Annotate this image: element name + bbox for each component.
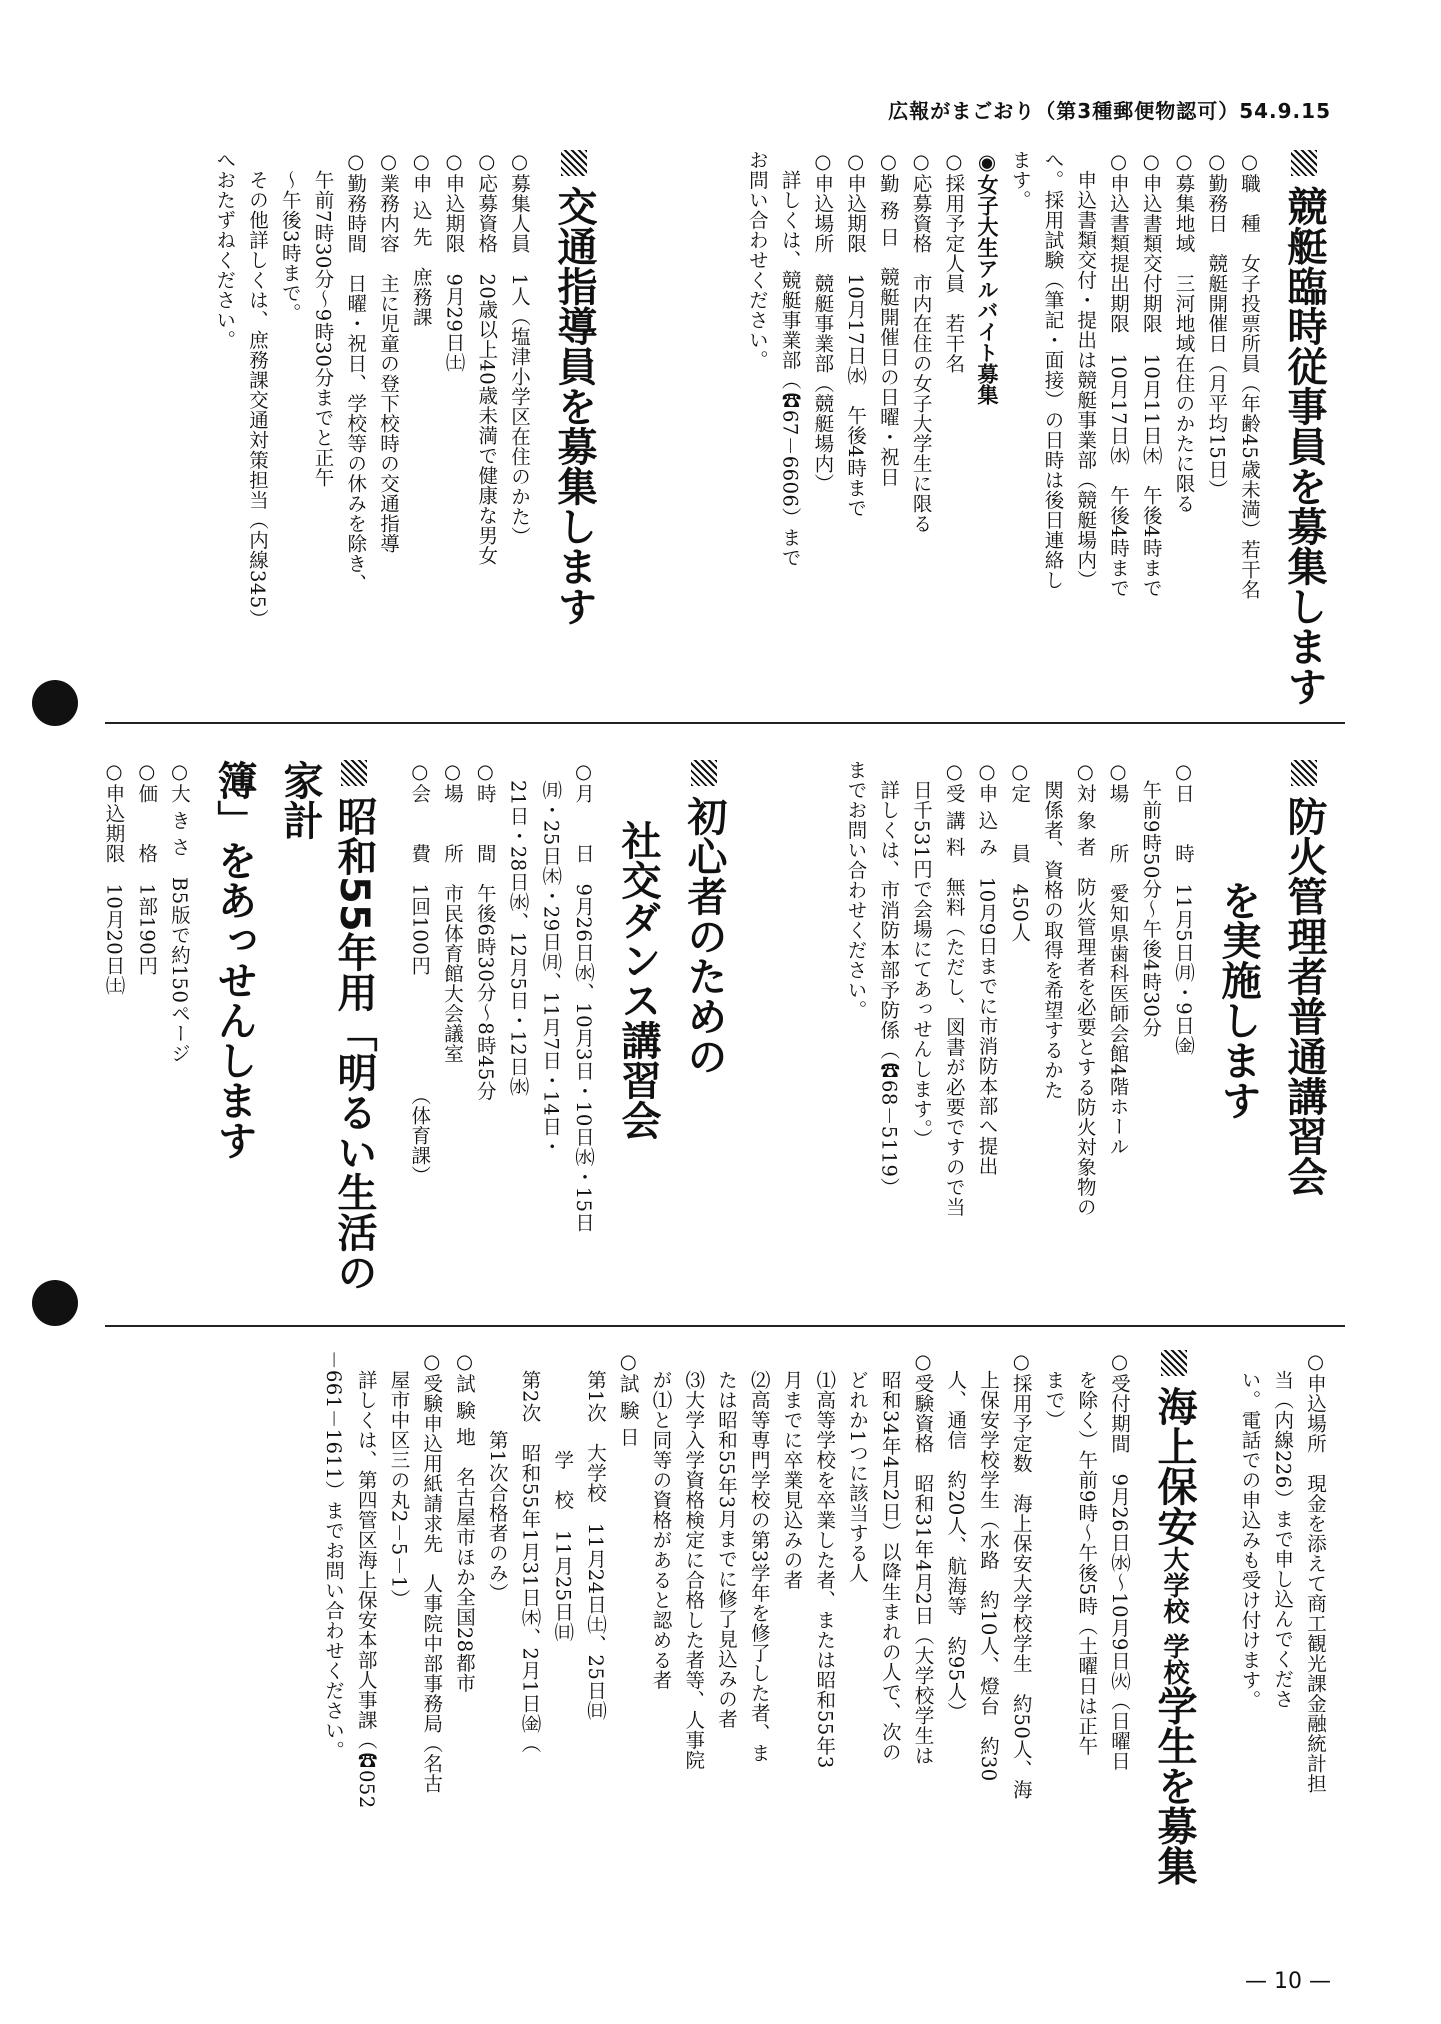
text-line: ○応募資格 市内在住の女子大学生に限る: [909, 150, 933, 534]
article-kyotei-recruitment: [611, 150, 1331, 710]
article-traffic-guide-recruitment: [131, 150, 601, 710]
text-line: へ。採用試験（筆記・面接）の日時は後日連絡し: [1041, 150, 1065, 590]
text-line: が⑴と同等の資格があると認める者: [649, 1350, 673, 1690]
text-line: 関係者、資格の取得を希望するかた: [1041, 760, 1064, 1100]
text-line: を除く）午前9時～午後5時（土曜日は正午: [1075, 1350, 1099, 1756]
text-line: ○場 所 愛知県歯科医師会館4階ホール: [1106, 760, 1130, 1157]
article-household-budget-book: [101, 760, 381, 1315]
text-line: へおたずねください。: [213, 150, 237, 350]
text-line: 午前7時30分～9時30分までと正午: [311, 150, 335, 488]
text-line: ○月 日 9月26日㈬、10月3日・10日㈬・15日: [572, 760, 595, 1233]
page-number: — 10 —: [1245, 1969, 1331, 1994]
page-header: 広報がまごおり（第3種郵便物認可）54.9.15: [888, 99, 1331, 123]
text-line: ○申込場所 競艇事業部（競艇場内）: [811, 150, 835, 494]
article-title: 昭和55年用「明るい生活の家計: [277, 760, 377, 1292]
text-line: ○大 き さ B5版で約150ページ: [168, 760, 191, 1064]
text-line: ○申 込 み 10月9日までに市消防本部へ提出: [975, 760, 999, 1176]
text-line: ○採用予定人員 若干名: [942, 150, 966, 374]
text-line: ○申込期限 9月29日㈯: [442, 150, 466, 373]
article-title: 交通指導員を募集します: [547, 150, 601, 710]
text-line: ～午後3時まで。: [278, 150, 302, 323]
text-line: ○申込期限 10月20日㈯: [102, 760, 126, 996]
punch-hole: [32, 1280, 78, 1326]
hatch-mark-icon: [561, 150, 587, 176]
text-line: 月までに卒業見込みの者: [780, 1350, 804, 1590]
text-line: ○試 験 地 名古屋市ほか全国28都市: [453, 1350, 476, 1693]
text-line: ○日 時 11月5日㈪・9日㈮: [1172, 760, 1195, 1056]
text-line: まで）: [1042, 1350, 1066, 1430]
text-line: 第2次 昭和55年1月31日㈭、2月1日㈮（: [518, 1350, 542, 1754]
text-line: 第1次合格者のみ）: [485, 1350, 509, 1603]
text-line: ⑵高等専門学校の第3学年を修了した者、ま: [747, 1350, 771, 1763]
text-line: ㈪・25日㈭・29日㈪、11月7日・14日・: [539, 760, 563, 1157]
text-line: 詳しくは、第四管区海上保安本部人事課（☎052: [354, 1350, 378, 1809]
text-line: い。電話での申込みも受け付けます。: [1238, 1350, 1262, 1710]
article-title-line-2: を実施します: [1215, 880, 1261, 1120]
text-line: ○募集地域 三河地域在住のかたに限る: [1172, 150, 1196, 514]
text-line: 学 校 11月25日㈰: [551, 1350, 575, 1642]
text-line: ○場 所 市民体育館大会議室: [441, 760, 464, 1064]
text-line: ○受験申込用紙請求先 人事院中部事務局（名古: [420, 1350, 444, 1794]
text-line: ○受付期間 9月26日㈬～10月9日㈫（日曜日: [1108, 1350, 1131, 1771]
text-line: 申込書類交付・提出は競艇事業部（競艇場内）: [1074, 150, 1098, 590]
hatch-mark-icon: [1161, 1350, 1187, 1376]
text-line: その他詳しくは、庶務課交通対策担当（内線345）: [246, 150, 269, 629]
text-line: ○時 間 午後6時30分～8時45分: [473, 760, 497, 1101]
text-line: 詳しくは、競艇事業部（☎67－6606）まで: [778, 150, 802, 568]
text-line: お問い合わせください。: [745, 150, 769, 370]
text-line: どれか1つに該当する人: [846, 1350, 869, 1583]
text-line: 日千531円で会場にてあっせんします。）: [910, 760, 933, 1149]
text-line: 屋市中区三の丸2－5－1）: [387, 1350, 411, 1609]
text-line: ⑶大学入学資格検定に合格した者等、人事院: [682, 1350, 706, 1770]
section-divider: [105, 1325, 1345, 1327]
article-title: 防火管理者普通講習会: [1277, 760, 1331, 1315]
text-line: ○試 験 日: [616, 1350, 640, 1447]
article-household-budget-book-continued: [1211, 1350, 1331, 1930]
subheading: ◉女子大生アルバイト募集: [975, 150, 999, 405]
article-coast-guard-academy-recruitment: [101, 1350, 1201, 1930]
text-line: ます。: [1008, 150, 1032, 210]
text-line: 上保安学校学生（水路 約10人、燈台 約30: [977, 1350, 1000, 1782]
text-line: 午前9時50分～午後4時30分: [1139, 760, 1163, 1038]
text-line: ○採用予定数 海上保安大学校学生 約50人、海: [1009, 1350, 1033, 1800]
text-line: たは昭和55年3月までに修了見込みの者: [715, 1350, 738, 1729]
hatch-mark-icon: [691, 760, 717, 786]
article-title: 海上保安大学校 学校学生を募集: [1147, 1350, 1201, 1930]
text-line: ○会 費 1回100円 （体育課）: [408, 760, 432, 1186]
article-social-dance-course: [391, 760, 731, 1315]
text-line: ○業務内容 主に児童の登下校時の交通指導: [377, 150, 400, 554]
text-line: ○勤 務 日 競艇開催日の日曜・祝日: [876, 150, 900, 487]
text-line: ○受 講 料 無料（ただし、図書が必要ですので当: [942, 760, 966, 1217]
text-line: ○対 象 者 防火管理者を必要とする防火対象物の: [1073, 760, 1097, 1217]
text-line: ○申 込 先 庶務課: [409, 150, 433, 327]
text-line: ○勤務日 競艇開催日（月平均15日）: [1205, 150, 1229, 500]
article-fire-safety-course: [741, 760, 1331, 1315]
hatch-mark-icon: [1291, 760, 1317, 786]
text-line: までお問い合わせください。: [844, 760, 868, 1020]
text-line: ○申込場所 現金を添えて商工観光課金融統計担: [1304, 1350, 1327, 1794]
text-line: ⑴高等学校を卒業した者、または昭和55年3: [813, 1350, 837, 1769]
text-line: 人、通信 約20人、航海等 約95人）: [944, 1350, 968, 1722]
article-title-line-2: 社交ダンス講習会: [615, 820, 661, 1140]
article-title: 初心者のための: [677, 760, 731, 1315]
text-line: ○募集人員 1人（塩津小学区在住のかた）: [508, 150, 531, 547]
hatch-mark-icon: [1291, 150, 1317, 176]
article-title: 競艇臨時従事員を募集します: [1277, 150, 1331, 710]
text-line: ○価 格 1部190円: [135, 760, 159, 976]
text-line: －661－1611）までお問い合わせください。: [322, 1350, 345, 1761]
text-line: ○勤務時間 日曜・祝日、学校等の休みを除き、: [344, 150, 368, 594]
punch-hole: [32, 680, 78, 726]
section-divider: [105, 722, 1345, 724]
text-line: 当（内線226）まで申し込んでくださ: [1271, 1350, 1295, 1709]
text-line: ○職 種 女子投票所員（年齢45歳未満）若干名: [1238, 150, 1261, 600]
text-line: ○申込書類提出期限 10月17日㈬ 午後4時まで: [1107, 150, 1130, 599]
text-line: ○受験資格 昭和31年4月2日（大学校学生は: [911, 1350, 935, 1766]
text-line: 詳しくは、市消防本部予防係（☎68－5119）: [877, 760, 901, 1198]
text-line: ○申込期限 10月17日㈬ 午後4時まで: [844, 150, 868, 519]
text-line: 第1次 大学校 11月24日㈯、25日㈰: [584, 1350, 607, 1721]
text-line: ○申込書類交付期限 10月11日㈭ 午後4時まで: [1139, 150, 1163, 599]
text-line: 昭和34年4月2日）以降生まれの人で、次の: [878, 1350, 902, 1762]
text-line: 21日・28日㈬、12月5日・12日㈬: [506, 760, 530, 1097]
text-line: ○定 員 450人: [1008, 760, 1032, 943]
article-title-line-2: 簿」をあっせんします: [211, 760, 257, 1160]
hatch-mark-icon: [341, 760, 367, 786]
text-line: ○応募資格 20歳以上40歳未満で健康な男女: [475, 150, 499, 566]
